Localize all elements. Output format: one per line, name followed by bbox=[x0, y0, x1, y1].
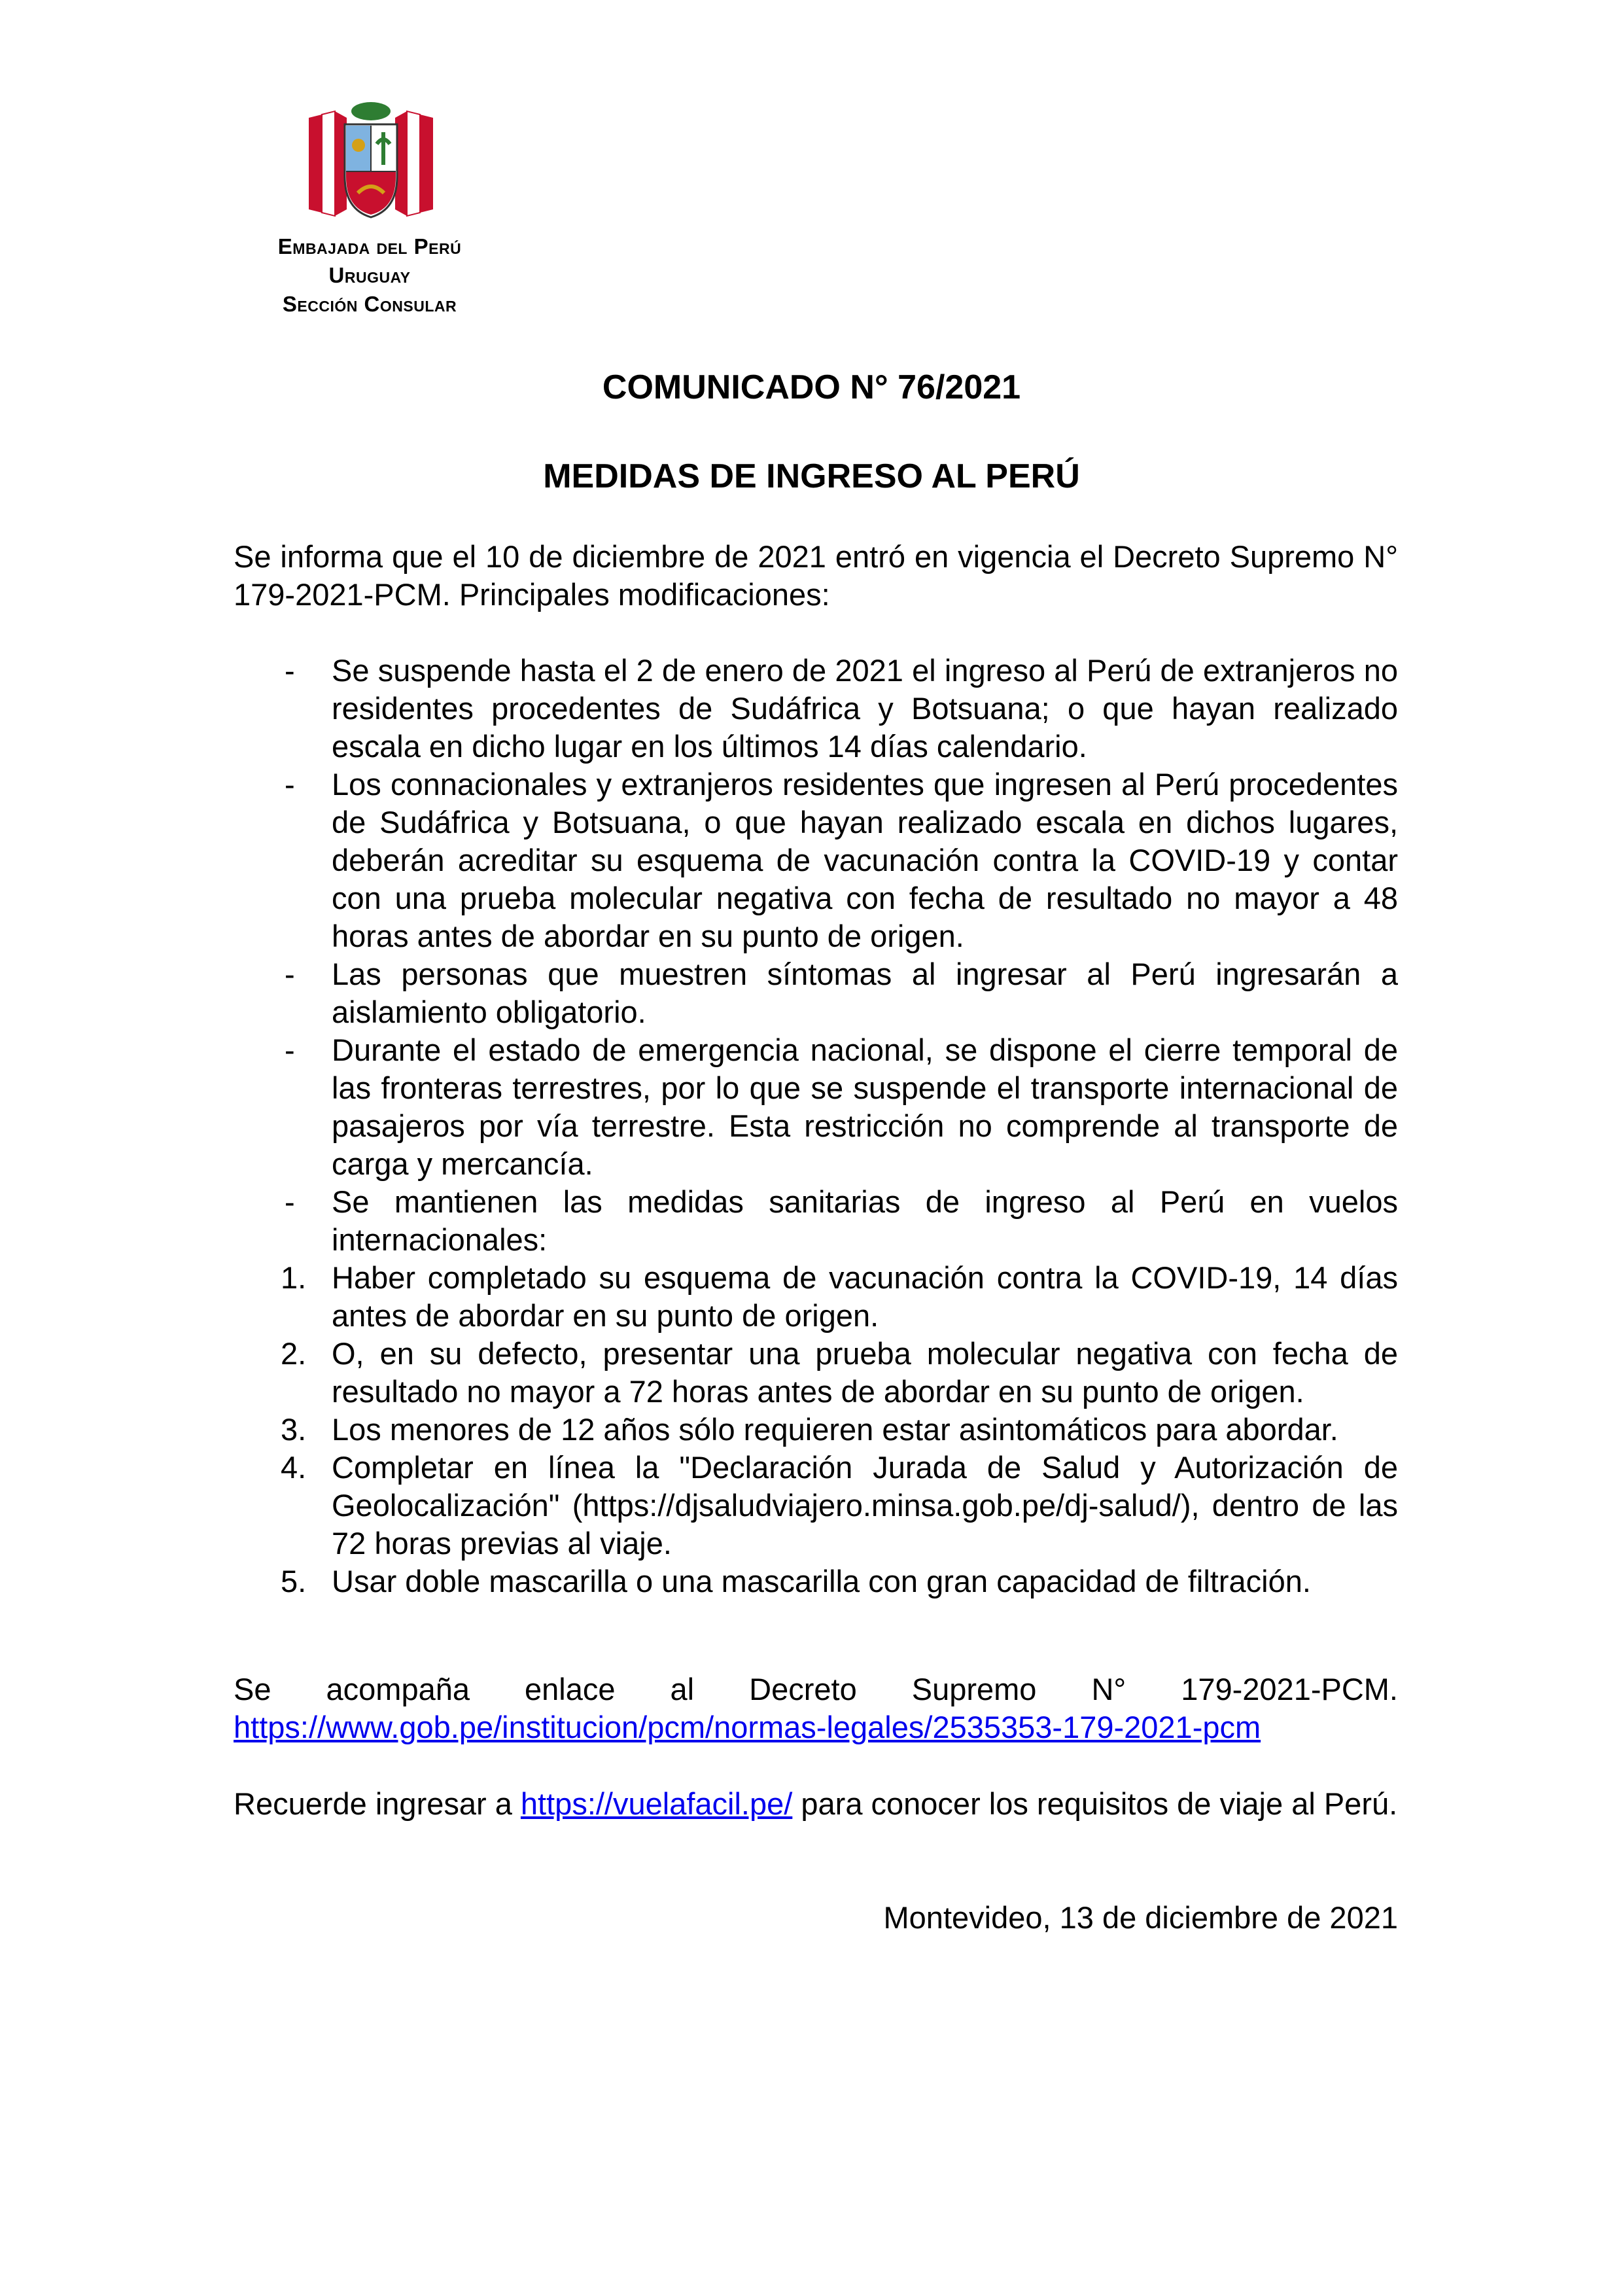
embassy-header bbox=[216, 232, 523, 319]
list-item: - Se mantienen las medidas sanitarias de ingreso al Perú en vuelos internacionales: bbox=[285, 1184, 1398, 1257]
embassy-name: Embajada del Perú bbox=[277, 234, 462, 258]
numbered-item: 5. Usar doble mascarilla o una mascarilla con gran capacidad de filtración. bbox=[281, 1564, 1311, 1598]
embassy-country: Uruguay bbox=[328, 263, 411, 287]
bullet-marker: - bbox=[285, 1033, 295, 1067]
list-item: - Las personas que muestren síntomas al ingresar al Perú ingresarán a aislamiento obligatorio. bbox=[285, 957, 1398, 1029]
decree-link[interactable]: https://www.gob.pe/institucion/pcm/normas-legales/2535353-179-2021-pcm bbox=[234, 1710, 1261, 1744]
document-subtitle: MEDIDAS DE INGRESO AL PERÚ bbox=[543, 457, 1080, 495]
signature-date: Montevideo, 13 de diciembre de 2021 bbox=[883, 1900, 1398, 1935]
reminder-paragraph bbox=[234, 1785, 1398, 1823]
numbered-item: 4. Completar en línea la "Declaración Jurada de Salud y Autorización de Geolocalización" (https://djsaludviajero.minsa.gob.pe/dj-salud/), dentro de las 72 horas previas al viaje. bbox=[281, 1450, 1398, 1561]
numbered-item: 2. O, en su defecto, presentar una prueba molecular negativa con fecha de resultado no mayor a 72 horas antes de abordar en su punto de origen. bbox=[281, 1336, 1398, 1409]
list-item: - Los connacionales y extranjeros residentes que ingresen al Perú procedentes de Sudáfrica y Botsuana, o que hayan realizado escala en dichos lugares, deberán acreditar su esquema de vacunación contra la COVID-19 y contar con una prueba molecular negativa con fecha de resultado no mayor a 48 horas antes de abordar en su punto de origen. bbox=[285, 767, 1398, 953]
embassy-section: Sección Consular bbox=[282, 292, 457, 316]
decree-text: Se acompaña enlace al Decreto Supremo N° 179-2021-PCM. bbox=[234, 1672, 1398, 1706]
bullet-marker: - bbox=[285, 767, 295, 802]
numbered-item: 1. Haber completado su esquema de vacunación contra la COVID-19, 14 días antes de abordar en su punto de origen. bbox=[281, 1260, 1398, 1333]
vuelafacil-link[interactable]: https://vuelafacil.pe/ bbox=[520, 1786, 793, 1821]
peru-coat-of-arms-icon bbox=[296, 79, 446, 229]
measures-list bbox=[234, 652, 1398, 1600]
bullet-marker: - bbox=[285, 957, 295, 991]
bullet-marker: - bbox=[285, 653, 295, 688]
list-item: - Se suspende hasta el 2 de enero de 2021 el ingreso al Perú de extranjeros no residentes procedentes de Sudáfrica y Botsuana; o que hayan realizado escala en dicho lugar en los últimos 14 días calendario. bbox=[285, 653, 1398, 764]
reminder-text-before: Recuerde ingresar a bbox=[234, 1786, 512, 1821]
numbered-item: 3. Los menores de 12 años sólo requieren estar asintomáticos para abordar. bbox=[281, 1412, 1338, 1447]
document-title: COMUNICADO N° 76/2021 bbox=[602, 368, 1021, 406]
reminder-text-after: para conocer los requisitos de viaje al Perú. bbox=[801, 1786, 1398, 1821]
bullet-marker: - bbox=[285, 1184, 295, 1219]
intro-paragraph: Se informa que el 10 de diciembre de 2021 entró en vigencia el Decreto Supremo N° 179-2021-PCM. Principales modificaciones: bbox=[234, 539, 1398, 612]
decree-paragraph bbox=[234, 1670, 1398, 1746]
list-item: - Durante el estado de emergencia nacional, se dispone el cierre temporal de las fronteras terrestres, por lo que se suspende el transporte internacional de pasajeros por vía terrestre. Esta restricción no comprende al transporte de carga y mercancía. bbox=[285, 1033, 1398, 1181]
